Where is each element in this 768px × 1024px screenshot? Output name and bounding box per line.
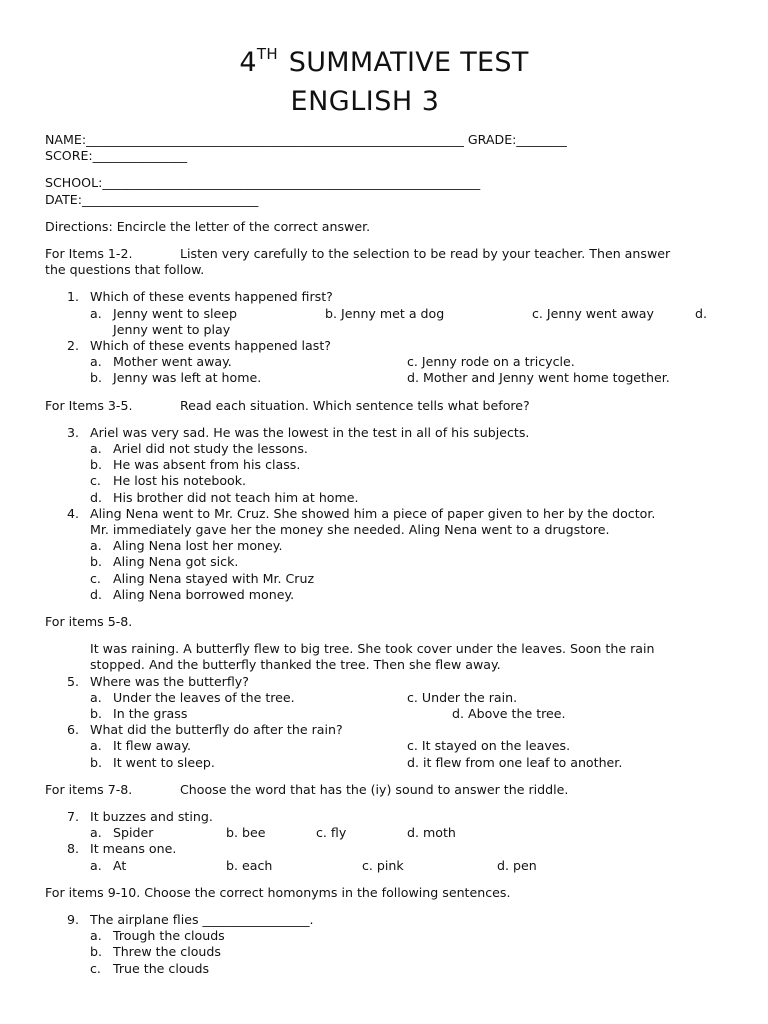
passage: It was raining. A butterfly flew to big tree. She took cover under the leaves. Soon the rain — [90, 641, 655, 657]
question-4-cont — [45, 522, 735, 538]
question-number: 5. — [67, 673, 80, 689]
section-3-label: For items 5-8. — [45, 614, 133, 630]
option-c[interactable]: c. Aling Nena stayed with Mr. Cruz — [90, 570, 315, 586]
question-text: What did the butterfly do after the rain? — [90, 722, 343, 738]
question-6-options-row1 — [45, 738, 735, 754]
option-b[interactable]: In the grass — [113, 706, 188, 722]
option-d-letter[interactable]: d. — [695, 305, 707, 321]
question-2 — [45, 338, 735, 354]
option-a-letter[interactable]: a. — [90, 305, 102, 321]
question-9 — [45, 912, 735, 928]
option-a[interactable]: Spider — [113, 825, 154, 841]
section-2-instructions — [45, 398, 735, 414]
option-d[interactable]: d. Above the tree. — [452, 706, 566, 722]
date-field[interactable]: DATE:____________________________ — [45, 191, 259, 207]
section-1-instructions — [45, 246, 735, 262]
section-4-instructions — [45, 782, 735, 798]
option-a-letter[interactable]: a. — [90, 689, 102, 705]
option-c[interactable]: c. Under the rain. — [407, 689, 518, 705]
question-8-options — [45, 858, 735, 874]
question-text-cont: Mr. immediately gave her the money she needed. Aling Nena went to a drugstore. — [90, 522, 610, 537]
option-a[interactable]: Under the leaves of the tree. — [113, 689, 295, 705]
score-field[interactable]: SCORE:_______________ — [45, 148, 188, 164]
option-d[interactable]: Jenny went to play — [113, 321, 231, 337]
option-b[interactable]: b. each — [226, 857, 273, 873]
question-8 — [45, 841, 735, 857]
section-5-instructions: For items 9-10. Choose the correct homonyms in the following sentences. — [45, 884, 511, 900]
section-1-text: Listen very carefully to the selection to be read by your teacher. Then answer — [180, 246, 671, 262]
option-a-letter[interactable]: a. — [90, 354, 102, 370]
option-a-letter[interactable]: a. — [90, 857, 102, 873]
option-a[interactable]: It flew away. — [113, 738, 192, 754]
page-subtitle: ENGLISH 3 — [290, 86, 440, 117]
school-field[interactable]: SCHOOL:____________________________________________________________ — [45, 175, 481, 191]
option-b[interactable]: b. He was absent from his class. — [90, 457, 301, 473]
option-b[interactable]: b. Jenny met a dog — [325, 305, 445, 321]
option-c[interactable]: c. Jenny went away — [532, 305, 654, 321]
option-b[interactable]: b. Aling Nena got sick. — [90, 554, 239, 570]
question-number: 6. — [67, 722, 80, 738]
question-text: Where was the butterfly? — [90, 673, 249, 689]
question-7-options — [45, 825, 735, 841]
question-text: It buzzes and sting. — [90, 808, 213, 824]
option-d[interactable]: d. moth — [407, 825, 456, 841]
title-number: 4 — [239, 47, 257, 78]
section-2-label: For Items 3-5. — [45, 397, 133, 413]
option-a-letter[interactable]: a. — [90, 825, 102, 841]
question-number: 8. — [67, 841, 80, 857]
option-d[interactable]: d. Aling Nena borrowed money. — [90, 586, 295, 602]
option-a[interactable]: Jenny went to sleep — [113, 305, 238, 321]
question-2-options-row2 — [45, 370, 735, 386]
name-grade-field[interactable]: NAME:____________________________________________________________ GRADE:________ — [45, 132, 567, 147]
option-a[interactable]: Mother went away. — [113, 354, 232, 370]
option-a-letter[interactable]: a. — [90, 738, 102, 754]
question-6 — [45, 722, 735, 738]
option-c[interactable]: c. He lost his notebook. — [90, 473, 247, 489]
title-superscript: TH — [256, 45, 278, 63]
question-number: 4. — [67, 505, 80, 521]
question-number: 1. — [67, 289, 80, 305]
question-text: Which of these events happened first? — [90, 289, 333, 305]
question-5 — [45, 674, 735, 690]
question-3 — [45, 425, 735, 441]
question-number: 7. — [67, 808, 80, 824]
option-c[interactable]: c. True the clouds — [90, 960, 210, 976]
option-b-letter[interactable]: b. — [90, 370, 102, 386]
option-d[interactable]: d. Mother and Jenny went home together. — [407, 370, 670, 386]
option-c[interactable]: c. Jenny rode on a tricycle. — [407, 354, 575, 370]
option-b-letter[interactable]: b. — [90, 706, 102, 722]
question-text: Which of these events happened last? — [90, 338, 331, 353]
option-d[interactable]: d. His brother did not teach him at home. — [90, 489, 359, 505]
question-6-options-row2 — [45, 755, 735, 771]
section-4-text: Choose the word that has the (iy) sound to answer the riddle. — [180, 781, 569, 797]
question-7 — [45, 809, 735, 825]
test-body — [45, 132, 735, 977]
option-b[interactable]: b. bee — [226, 825, 266, 841]
title-text: SUMMATIVE TEST — [288, 47, 529, 78]
option-a[interactable]: At — [113, 857, 127, 873]
question-2-options-row1 — [45, 354, 735, 370]
question-number: 3. — [67, 424, 80, 440]
question-text: The airplane flies _________________. — [90, 911, 314, 927]
question-1-options — [45, 306, 735, 322]
question-text: Aling Nena went to Mr. Cruz. She showed him a piece of paper given to her by the doctor. — [90, 505, 656, 521]
option-b-letter[interactable]: b. — [90, 754, 102, 770]
option-b[interactable]: It went to sleep. — [113, 754, 215, 770]
passage-cont: stopped. And the butterfly thanked the tree. Then she flew away. — [90, 657, 501, 673]
question-5-options-row2 — [45, 706, 735, 722]
option-b[interactable]: Jenny was left at home. — [113, 370, 262, 386]
directions: Directions: Encircle the letter of the correct answer. — [45, 218, 371, 234]
option-c[interactable]: c. It stayed on the leaves. — [407, 738, 571, 754]
question-text: Ariel was very sad. He was the lowest in the test in all of his subjects. — [90, 424, 530, 440]
option-c[interactable]: c. fly — [316, 825, 347, 841]
question-number: 9. — [67, 911, 80, 927]
section-2-text: Read each situation. Which sentence tells what before? — [180, 397, 530, 413]
question-5-options-row1 — [45, 690, 735, 706]
option-d[interactable]: d. pen — [497, 857, 537, 873]
option-b[interactable]: b. Threw the clouds — [90, 944, 221, 960]
question-1-options-cont — [45, 322, 735, 338]
question-4 — [45, 506, 735, 522]
section-1-label: For Items 1-2. — [45, 246, 133, 262]
question-number: 2. — [67, 338, 80, 353]
option-a[interactable]: a. Aling Nena lost her money. — [90, 538, 283, 554]
section-1-text-cont: the questions that follow. — [45, 262, 205, 278]
section-4-label: For items 7-8. — [45, 781, 133, 797]
page-title — [0, 36, 768, 81]
option-a[interactable]: a. Trough the clouds — [90, 928, 225, 944]
option-a[interactable]: a. Ariel did not study the lessons. — [90, 440, 308, 456]
option-c[interactable]: c. pink — [362, 857, 404, 873]
question-text: It means one. — [90, 841, 177, 857]
option-d[interactable]: d. it flew from one leaf to another. — [407, 754, 623, 770]
question-1 — [45, 289, 735, 305]
